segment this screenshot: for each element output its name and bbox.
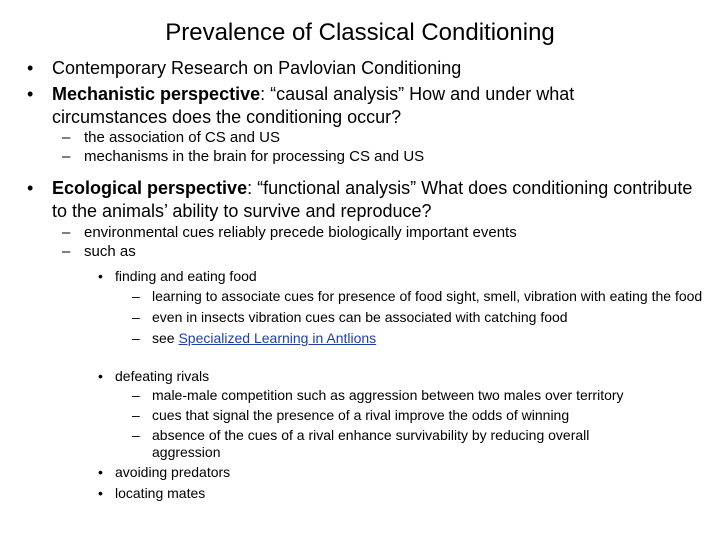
dash-icon: – [132, 387, 140, 403]
list-item: – male-male competition such as aggression between two males over territory [132, 387, 624, 403]
list-item: – mechanisms in the brain for processing CS and US [62, 148, 425, 165]
antlions-link[interactable]: Specialized Learning in Antlions [178, 330, 377, 346]
dash-icon: – [132, 407, 140, 423]
ecological-heading: Ecological perspective [52, 178, 248, 198]
mechanistic-subitems [62, 128, 702, 166]
item-finding-food: • finding and eating food [98, 268, 257, 284]
list-item: – the association of CS and US [62, 129, 280, 146]
item-avoiding-predators: • avoiding predators [98, 464, 231, 480]
list-item: – even in insects vibration cues can be associated with catching food [132, 309, 568, 325]
bullet-icon: • [98, 485, 103, 501]
bullet-contemporary-research: • Contemporary Research on Pavlovian Conditioning [27, 58, 462, 78]
slide-title: Prevalence of Classical Conditioning [165, 19, 555, 46]
bullet-mechanistic-perspective: • Mechanistic perspective: “causal analysis” How and under what circumstances does the conditioning occur? [27, 84, 575, 127]
dash-icon: – [132, 330, 140, 346]
bullet-icon: • [27, 58, 34, 78]
dash-icon: – [132, 288, 140, 304]
list-item: – environmental cues reliably precede biologically important events [62, 224, 517, 241]
bullet-icon: • [27, 178, 34, 198]
item-defeating-rivals: • defeating rivals [98, 368, 210, 384]
food-subitems [132, 288, 710, 347]
bullet-ecological-perspective: • Ecological perspective: “functional analysis” What does conditioning contribute to the animals’ ability to survive and reproduce? [27, 178, 693, 221]
bullet-icon: • [98, 464, 103, 480]
item-locating-mates: • locating mates [98, 485, 206, 501]
bullet-icon: • [98, 368, 103, 384]
dash-icon: – [132, 427, 140, 443]
list-item: – cues that signal the presence of a rival improve the odds of winning [132, 407, 570, 423]
dash-icon: – [62, 148, 71, 165]
bullet-icon: • [27, 84, 34, 104]
mechanistic-heading: Mechanistic perspective [52, 84, 261, 104]
dash-icon: – [132, 309, 140, 325]
rivals-subitems [132, 387, 692, 461]
list-item: – learning to associate cues for presence of food sight, smell, vibration with eating the food [132, 288, 703, 304]
list-item: – such as [62, 243, 136, 260]
dash-icon: – [62, 243, 71, 260]
list-item: – absence of the cues of a rival enhance survivability by reducing overall aggression [132, 427, 590, 460]
dash-icon: – [62, 129, 71, 146]
ecological-subitems [62, 223, 702, 261]
list-item: – see Specialized Learning in Antlions [132, 330, 377, 346]
dash-icon: – [62, 224, 71, 241]
bullet-icon: • [98, 268, 103, 284]
